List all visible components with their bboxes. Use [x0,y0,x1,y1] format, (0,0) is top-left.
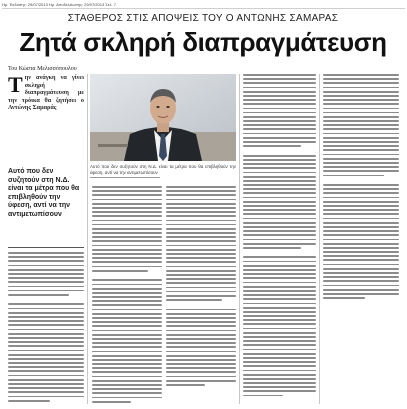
left-column-body [8,252,84,404]
article-byline: Του Κώστα Μελισσόπουλου [8,66,77,72]
column-divider [239,74,240,404]
middle-column-body-2 [166,186,236,388]
middle-column-body [92,186,162,405]
caption-text: Αυτό που δεν συζητούν στη Ν.Δ. είναι τα μέτρα που θα επιβληθούν την ύφεση, αντί να την αντιμετωπίσουν [90,164,236,175]
article-headline: Ζητά σκληρή διαπραγμάτευση [19,27,387,57]
article-lead [8,74,84,160]
photo-caption [90,164,236,178]
clipping-header: Hμ. Έκδοσης: 29/07/2013 Hμ. Αποδελτίωσης: 29/07/2013 Σελ. 7 [2,2,116,7]
lead-text: ην ανάγκη να γίνει σκληρή διαπραγμάτευση με την τρόικα θα ζητήσει ο Αντώνης Σαμαράς [8,74,84,112]
header-divider [2,8,405,9]
column-divider [87,74,88,404]
right-column-body [243,74,316,399]
pull-quote: Αυτό που δεν συζητούν στη Ν.Δ. είναι τα μέτρα που θα επιβληθούν την ύφεση, αντί να την αντιμετωπίσουν [8,168,80,218]
column-divider [319,74,320,404]
far-right-column-body [323,74,399,301]
portrait-photo [90,74,236,161]
pull-quote-rule [8,247,84,248]
drop-cap: Τ [8,74,23,97]
article-kicker: ΣΤΑΘΕΡΟΣ ΣΤΙΣ ΑΠΟΨΕΙΣ ΤΟΥ Ο ΑΝΤΩΝΗΣ ΣΑΜΑΡΑΣ [67,13,339,24]
